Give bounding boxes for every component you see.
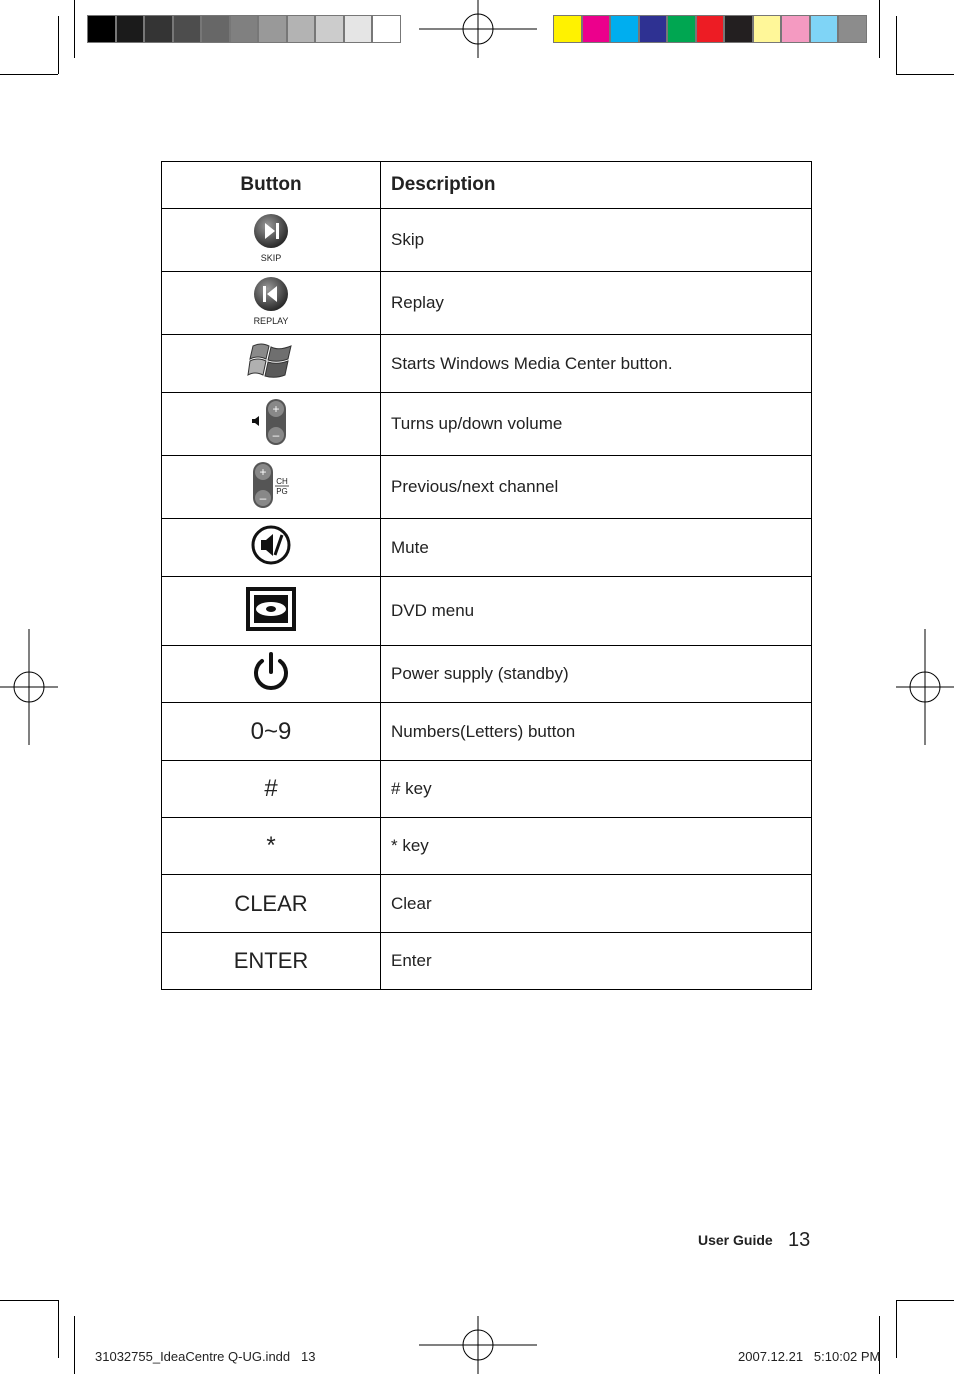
row-description: Starts Windows Media Center button.	[381, 335, 812, 393]
color-swatch	[116, 15, 145, 43]
table-row	[162, 519, 812, 577]
crop-mark	[58, 1300, 59, 1358]
button-label: 0~9	[162, 703, 381, 761]
table-row	[162, 456, 812, 519]
color-swatch	[667, 15, 696, 43]
row-description: Replay	[381, 272, 812, 335]
button-label: ENTER	[162, 933, 381, 990]
replay-caption: REPLAY	[253, 315, 289, 326]
color-swatch	[258, 15, 287, 43]
row-description: # key	[381, 761, 812, 818]
pg-caption: PG	[276, 486, 288, 496]
row-description: Clear	[381, 875, 812, 933]
color-swatch	[724, 15, 753, 43]
svg-text:+: +	[272, 401, 280, 416]
skip-button-icon	[248, 213, 294, 263]
mute-icon	[249, 523, 293, 567]
registration-mark-icon	[419, 1316, 537, 1374]
svg-text:–: –	[272, 427, 280, 442]
skip-caption: SKIP	[260, 252, 282, 263]
table-row	[162, 933, 812, 990]
color-swatch	[344, 15, 373, 43]
crop-mark	[0, 74, 58, 75]
table-row	[162, 272, 812, 335]
color-swatch	[201, 15, 230, 43]
header-description: Description	[381, 162, 812, 209]
color-swatch	[781, 15, 810, 43]
remote-buttons-table	[161, 161, 812, 990]
table-header-row	[162, 162, 812, 209]
table-row	[162, 393, 812, 456]
table-row	[162, 875, 812, 933]
svg-text:–: –	[259, 490, 267, 505]
crop-mark	[879, 0, 880, 58]
color-swatch	[287, 15, 316, 43]
crop-mark	[896, 1300, 954, 1301]
table-row	[162, 761, 812, 818]
button-label: *	[162, 818, 381, 875]
color-swatch	[173, 15, 202, 43]
table-row	[162, 818, 812, 875]
row-description: Mute	[381, 519, 812, 577]
table-row	[162, 646, 812, 703]
row-description: Power supply (standby)	[381, 646, 812, 703]
color-swatch	[372, 15, 401, 43]
color-swatch	[87, 15, 116, 43]
color-swatch	[582, 15, 611, 43]
registration-mark-icon	[0, 629, 58, 745]
slug-timestamp: 2007.12.21 5:10:02 PM	[738, 1349, 881, 1364]
crop-mark	[896, 1300, 897, 1358]
color-swatch	[315, 15, 344, 43]
row-description: Skip	[381, 209, 812, 272]
registration-mark-icon	[896, 629, 954, 745]
table-row	[162, 703, 812, 761]
table-row	[162, 577, 812, 646]
row-description: Previous/next channel	[381, 456, 812, 519]
button-label: #	[162, 761, 381, 818]
page-number: 13	[788, 1229, 811, 1251]
registration-mark-icon	[419, 0, 537, 58]
volume-rocker-icon	[249, 397, 293, 447]
crop-mark	[896, 16, 897, 74]
windows-logo-icon	[247, 340, 295, 382]
power-icon	[249, 649, 293, 695]
ch-caption: CH	[276, 476, 288, 486]
color-swatch	[696, 15, 725, 43]
footer-label: User Guide	[698, 1232, 773, 1248]
color-swatch	[553, 15, 582, 43]
slug-filename: 31032755_IdeaCentre Q-UG.indd 13	[95, 1349, 316, 1364]
row-description: Enter	[381, 933, 812, 990]
color-swatch	[144, 15, 173, 43]
dvd-menu-icon	[246, 587, 296, 631]
color-swatch	[230, 15, 259, 43]
row-description: * key	[381, 818, 812, 875]
header-button: Button	[162, 162, 381, 209]
button-label: CLEAR	[162, 875, 381, 933]
color-swatch	[753, 15, 782, 43]
replay-button-icon	[248, 276, 294, 326]
row-description: Numbers(Letters) button	[381, 703, 812, 761]
row-description: Turns up/down volume	[381, 393, 812, 456]
table-row	[162, 335, 812, 393]
row-description: DVD menu	[381, 577, 812, 646]
crop-mark	[74, 1316, 75, 1374]
color-swatch	[810, 15, 839, 43]
table-row	[162, 209, 812, 272]
crop-mark	[58, 16, 59, 74]
crop-mark	[879, 1316, 880, 1374]
crop-mark	[74, 0, 75, 58]
color-swatch	[639, 15, 668, 43]
color-swatch	[838, 15, 867, 43]
channel-rocker-icon	[248, 459, 294, 511]
crop-mark	[0, 1300, 58, 1301]
svg-text:+: +	[259, 464, 267, 479]
crop-mark	[896, 74, 954, 75]
color-swatch	[610, 15, 639, 43]
